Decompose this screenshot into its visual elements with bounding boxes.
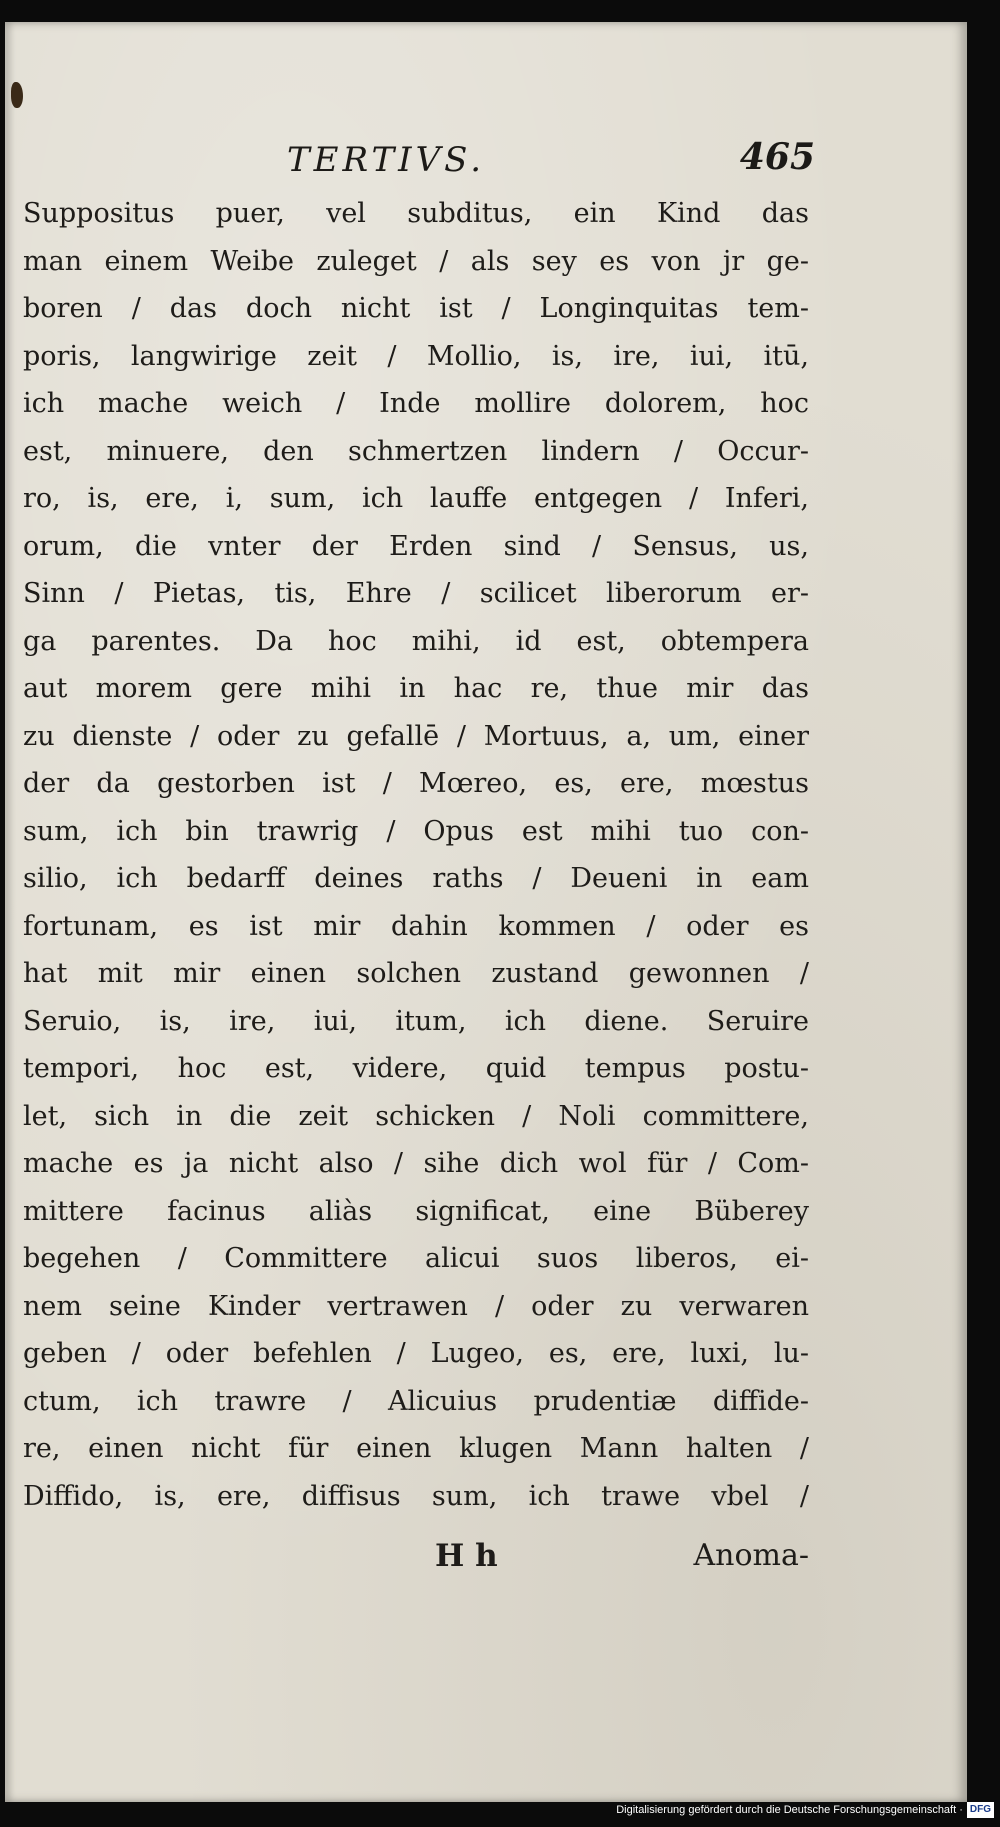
text-line: der da gestorben ist / Mœreo, es, ere, mœstus (23, 768, 809, 799)
text-line: mittere facinus aliàs significat, eine Büberey (23, 1195, 809, 1227)
running-title: TERTIVS. (287, 140, 486, 180)
text-line: begehen / Committere alicui suos liberos, ei- (23, 1243, 809, 1274)
dfg-logo: DFG (967, 1802, 994, 1818)
text-line: ctum, ich trawre / Alicuius prudentiæ diffide- (23, 1385, 809, 1417)
text-line: Diffido, is, ere, diffisus sum, ich trawe vbel / (23, 1480, 809, 1512)
text-line: let, sich in die zeit schicken / Noli committere, (23, 1100, 809, 1132)
text-line: mache es ja nicht also / sihe dich wol für / Com- (23, 1148, 809, 1179)
text-line: geben / oder befehlen / Lugeo, es, ere, luxi, lu- (23, 1338, 809, 1369)
text-line: man einem Weibe zuleget / als sey es von jr ge- (23, 245, 809, 277)
credit-text: Digitalisierung gefördert durch die Deutsche Forschungsgemeinschaft · (616, 1804, 963, 1816)
text-line: hat mit mir einen solchen zustand gewonnen / (23, 958, 809, 989)
text-line: zu dienste / oder zu gefallē / Mortuus, a, um, einer (23, 720, 809, 752)
page-number: 465 (739, 136, 815, 178)
text-line: Sinn / Pietas, tis, Ehre / scilicet liberorum er- (23, 578, 809, 609)
text-line: nem seine Kinder vertrawen / oder zu verwaren (23, 1290, 809, 1322)
text-line: aut morem gere mihi in hac re, thue mir das (23, 673, 809, 704)
text-line: fortunam, es ist mir dahin kommen / oder es (23, 910, 809, 942)
book-page (5, 22, 967, 1802)
text-line: sum, ich bin trawrig / Opus est mihi tuo con- (23, 815, 809, 847)
text-line: Suppositus puer, vel subditus, ein Kind das (23, 198, 809, 229)
page-footer (23, 1538, 809, 1588)
text-line: ich mache weich / Inde mollire dolorem, hoc (23, 388, 809, 419)
text-line: est, minuere, den schmertzen lindern / Occur- (23, 435, 809, 467)
running-head (25, 136, 815, 190)
body-text (23, 190, 809, 1520)
text-line: boren / das doch nicht ist / Longinquitas tem- (23, 293, 809, 324)
ink-blot-mark (11, 82, 23, 108)
signature-mark: H h (435, 1538, 498, 1574)
text-line: poris, langwirige zeit / Mollio, is, ire, iui, itū, (23, 340, 809, 372)
text-line: re, einen nicht für einen klugen Mann halten / (23, 1433, 809, 1464)
text-line: silio, ich bedarff deines raths / Deueni in eam (23, 863, 809, 894)
text-line: Seruio, is, ire, iui, itum, ich diene. Seruire (23, 1005, 809, 1037)
text-line: tempori, hoc est, videre, quid tempus postu- (23, 1053, 809, 1084)
text-line: ga parentes. Da hoc mihi, id est, obtempera (23, 625, 809, 657)
text-line: orum, die vnter der Erden sind / Sensus, us, (23, 530, 809, 562)
catchword: Anoma- (693, 1538, 809, 1573)
digitization-credit (616, 1799, 994, 1821)
text-line: ro, is, ere, i, sum, ich lauffe entgegen / Inferi, (23, 483, 809, 514)
